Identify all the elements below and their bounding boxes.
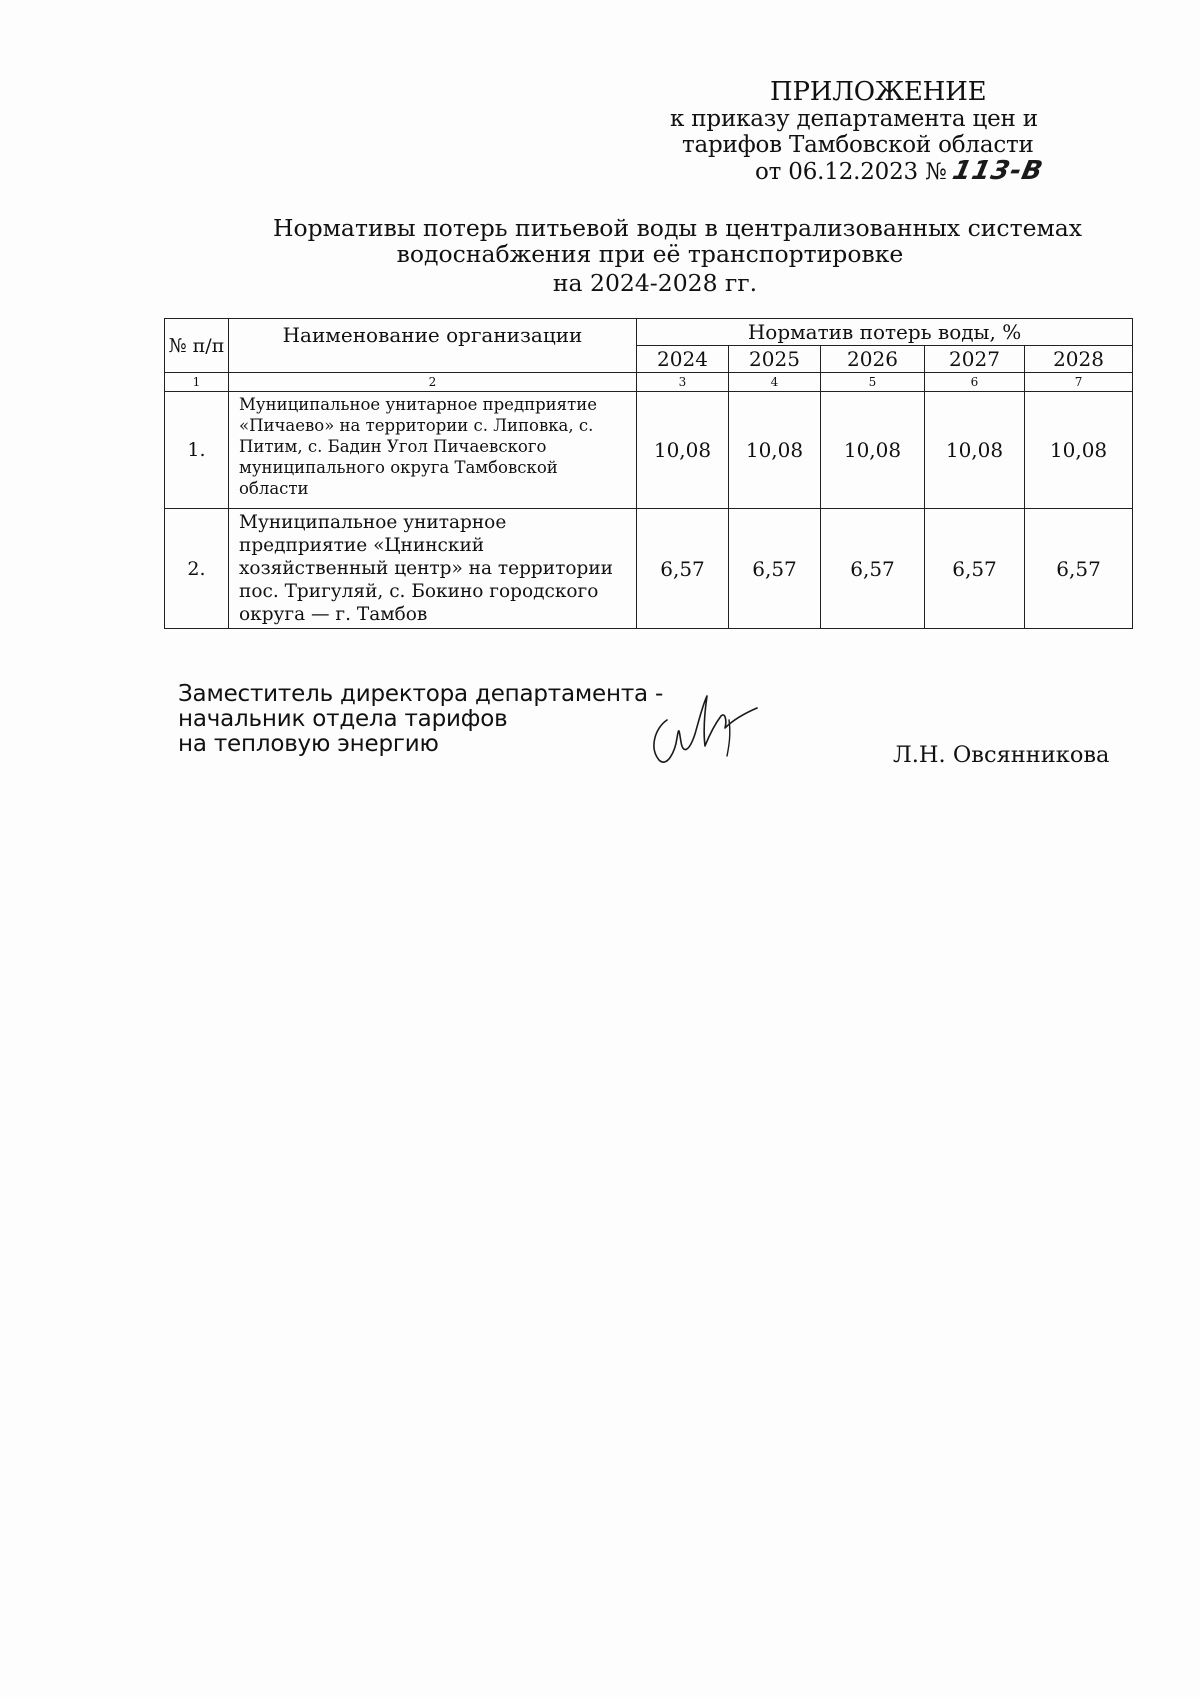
header-year: 2027 <box>925 346 1025 373</box>
org-name: Муниципальное унитарное предприятие «Пичаево» на территории с. Липовка, с. Питим, с. Бадин Угол Пичаевского муниципального округа Тамбовской области <box>229 392 637 509</box>
index-row <box>165 373 1133 392</box>
table-row <box>165 392 1133 509</box>
handwritten-signature <box>645 690 765 770</box>
norm-value: 6,57 <box>637 509 729 629</box>
title-line-1: Нормативы потерь питьевой воды в централизованных системах <box>272 214 1083 242</box>
header-year: 2026 <box>821 346 925 373</box>
document-title <box>200 215 1100 296</box>
index-cell: 7 <box>1025 373 1133 392</box>
index-cell: 3 <box>637 373 729 392</box>
row-number: 1. <box>165 392 229 509</box>
norm-value: 10,08 <box>1025 392 1133 509</box>
header-year: 2028 <box>1025 346 1133 373</box>
header-num: № п/п <box>165 319 229 373</box>
signer-position <box>178 682 663 757</box>
norm-value: 6,57 <box>1025 509 1133 629</box>
signer-position-line-3: на тепловую энергию <box>178 731 439 757</box>
appendix-title: ПРИЛОЖЕНИЕ <box>770 77 987 107</box>
signer-position-line-2: начальник отдела тарифов <box>178 706 508 732</box>
appendix-line-1: к приказу департамента цен и <box>670 106 1038 132</box>
header-org-name: Наименование организации <box>229 319 637 373</box>
norm-value: 6,57 <box>925 509 1025 629</box>
norm-value: 10,08 <box>729 392 821 509</box>
handwritten-order-number: 113-В <box>949 156 1046 186</box>
appendix-line-2: тарифов Тамбовской области <box>682 132 1034 158</box>
index-cell: 6 <box>925 373 1025 392</box>
norm-value: 10,08 <box>925 392 1025 509</box>
header-year: 2025 <box>729 346 821 373</box>
title-line-2: водоснабжения при её транспортировке <box>396 240 904 268</box>
header-year: 2024 <box>637 346 729 373</box>
norms-table <box>164 318 1133 629</box>
title-line-3: на 2024-2028 гг. <box>552 269 758 297</box>
table-row <box>165 509 1133 629</box>
appendix-date: от 06.12.2023 № <box>755 159 947 185</box>
norm-value: 6,57 <box>821 509 925 629</box>
appendix-line-3 <box>640 158 1060 185</box>
header-norm: Норматив потерь воды, % <box>637 319 1133 346</box>
norm-value: 10,08 <box>821 392 925 509</box>
norm-value: 6,57 <box>729 509 821 629</box>
row-number: 2. <box>165 509 229 629</box>
appendix-header <box>640 78 1060 185</box>
index-cell: 5 <box>821 373 925 392</box>
index-cell: 1 <box>165 373 229 392</box>
index-cell: 4 <box>729 373 821 392</box>
signer-name: Л.Н. Овсянникова <box>893 742 1110 768</box>
norm-value: 10,08 <box>637 392 729 509</box>
signer-position-line-1: Заместитель директора департамента - <box>178 681 664 707</box>
index-cell: 2 <box>229 373 637 392</box>
org-name: Муниципальное унитарное предприятие «Цнинский хозяйственный центр» на территории пос. Тригуляй, с. Бокино городского округа — г. Тамбов <box>229 509 637 629</box>
